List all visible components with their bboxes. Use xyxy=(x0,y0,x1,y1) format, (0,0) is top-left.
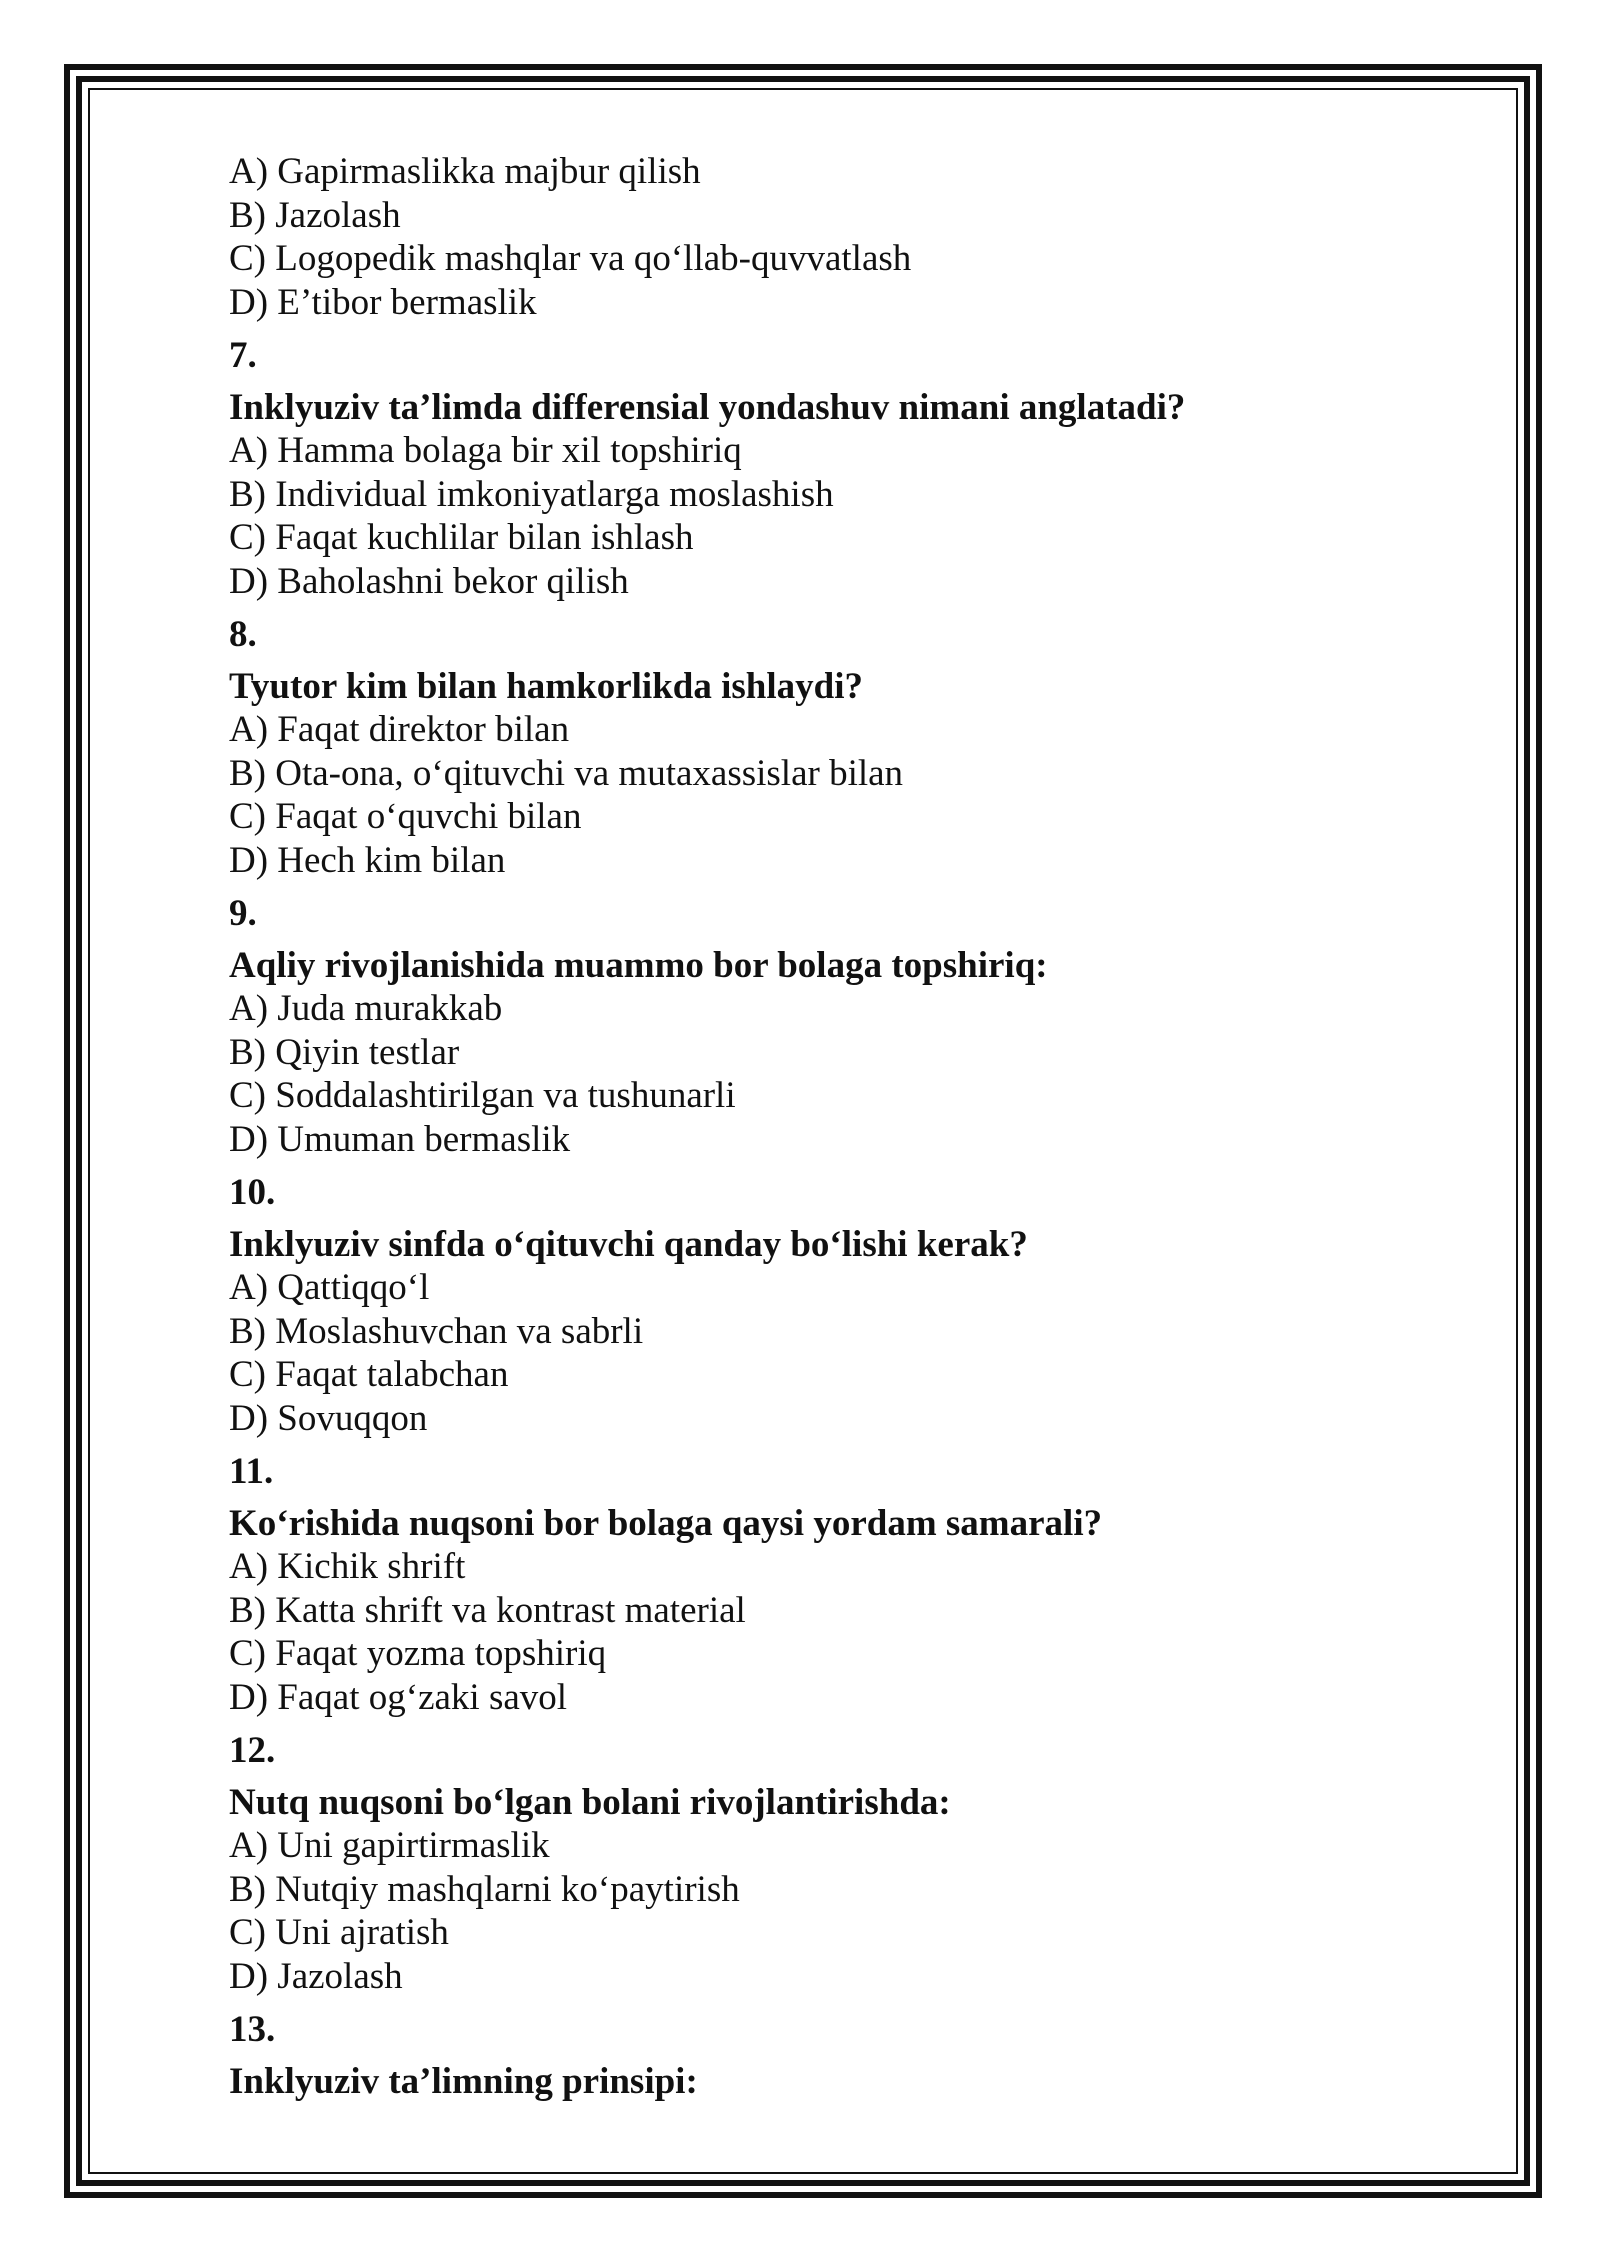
answer-option-b: B) Individual imkoniyatlarga moslashish xyxy=(229,473,834,515)
answer-option-d: D) Faqat og‘zaki savol xyxy=(229,1676,568,1718)
question-number: 11. xyxy=(229,1451,274,1492)
question-number: 9. xyxy=(229,893,257,934)
answer-option-d: D) Baholashni bekor qilish xyxy=(229,560,629,602)
answer-option-c: C) Soddalashtirilgan va tushunarli xyxy=(229,1075,736,1116)
answer-option-a: A) Juda murakkab xyxy=(229,988,503,1029)
question-text: Tyutor kim bilan hamkorlikda ishlaydi? xyxy=(229,665,863,707)
question-number: 8. xyxy=(229,614,257,655)
answer-option-d: D) Hech kim bilan xyxy=(229,839,506,881)
question-text: Aqliy rivojlanishida muammo bor bolaga topshiriq: xyxy=(229,944,1048,986)
answer-option-a: A) Faqat direktor bilan xyxy=(229,709,570,750)
answer-option-d: D) Jazolash xyxy=(229,1955,403,1997)
answer-option-c: C) Faqat kuchlilar bilan ishlash xyxy=(229,517,694,558)
question-number: 10. xyxy=(229,1172,276,1213)
question-block-7 xyxy=(229,334,1429,603)
answer-option-d: D) Umuman bermaslik xyxy=(229,1118,571,1160)
answer-option-b: B) Nutqiy mashqlarni ko‘paytirish xyxy=(229,1868,740,1910)
question-number: 12. xyxy=(229,1730,276,1771)
answer-option-a: A) Qattiqqo‘l xyxy=(229,1267,430,1308)
answer-option-b: B) Ota-ona, o‘qituvchi va mutaxassislar bilan xyxy=(229,752,904,794)
answer-option-d: D) E’tibor bermaslik xyxy=(229,281,537,323)
quiz-content xyxy=(229,150,1429,2103)
question-text: Nutq nuqsoni bo‘lgan bolani rivojlantirishda: xyxy=(229,1781,951,1823)
question-number: 7. xyxy=(229,335,257,376)
answer-option-c: C) Faqat o‘quvchi bilan xyxy=(229,796,582,837)
question-number: 13. xyxy=(229,2009,276,2050)
question-block-10 xyxy=(229,1171,1429,1440)
answer-option-b: B) Qiyin testlar xyxy=(229,1031,460,1073)
answer-option-a: A) Kichik shrift xyxy=(229,1546,466,1587)
answer-option-d: D) Sovuqqon xyxy=(229,1397,428,1439)
question-block-13 xyxy=(229,2008,1429,2103)
question-text: Ko‘rishida nuqsoni bor bolaga qaysi yordam samarali? xyxy=(229,1502,1103,1544)
answer-option-a: A) Uni gapirtirmaslik xyxy=(229,1825,550,1866)
question-block-continuation xyxy=(229,150,1429,324)
answer-option-c: C) Faqat yozma topshiriq xyxy=(229,1633,607,1674)
question-block-8 xyxy=(229,613,1429,882)
question-text: Inklyuziv sinfda o‘qituvchi qanday bo‘lishi kerak? xyxy=(229,1223,1028,1265)
answer-option-a: A) Gapirmaslikka majbur qilish xyxy=(229,151,701,192)
answer-option-a: A) Hamma bolaga bir xil topshiriq xyxy=(229,430,742,471)
answer-option-b: B) Jazolash xyxy=(229,194,401,236)
question-block-9 xyxy=(229,892,1429,1161)
answer-option-b: B) Katta shrift va kontrast material xyxy=(229,1589,746,1631)
question-block-12 xyxy=(229,1729,1429,1998)
answer-option-c: C) Logopedik mashqlar va qo‘llab-quvvatlash xyxy=(229,238,912,279)
question-text: Inklyuziv ta’limning prinsipi: xyxy=(229,2060,698,2102)
question-text: Inklyuziv ta’limda differensial yondashuv nimani anglatadi? xyxy=(229,386,1186,428)
answer-option-b: B) Moslashuvchan va sabrli xyxy=(229,1310,644,1352)
question-block-11 xyxy=(229,1450,1429,1719)
answer-option-c: C) Uni ajratish xyxy=(229,1912,449,1953)
answer-option-c: C) Faqat talabchan xyxy=(229,1354,509,1395)
